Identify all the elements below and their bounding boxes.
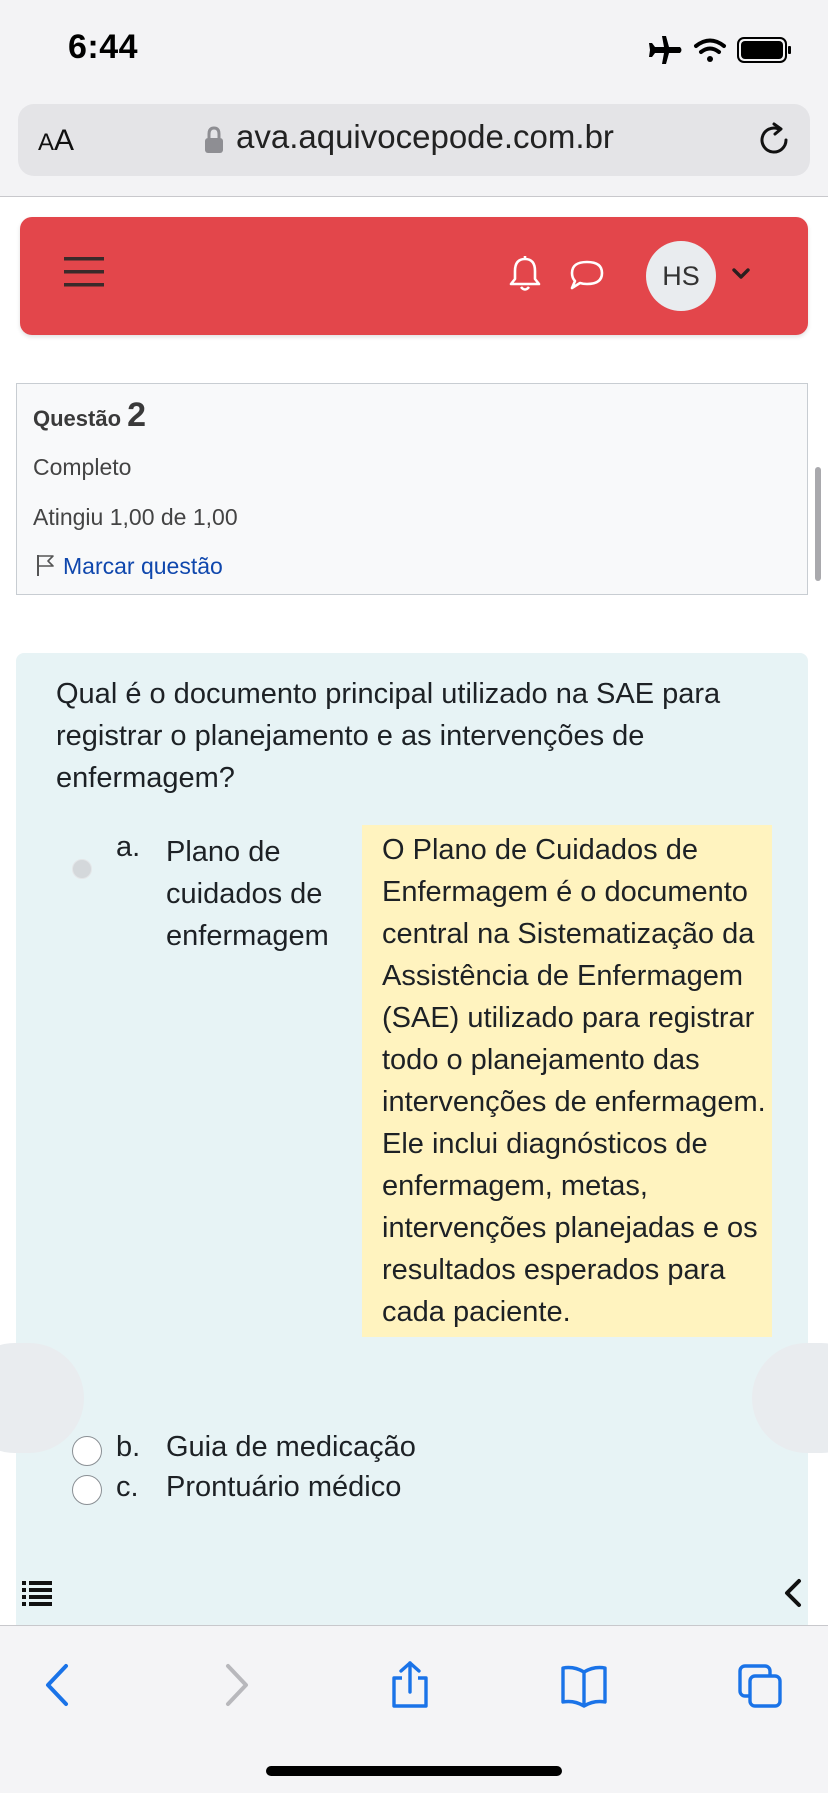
lock-icon [204,126,224,154]
user-avatar[interactable]: HS [646,241,716,311]
list-icon[interactable] [22,1580,52,1606]
url-text[interactable]: ava.aquivocepode.com.br [236,118,614,155]
top-navbar [20,217,808,335]
chevron-down-icon[interactable] [732,267,750,281]
browser-toolbar [0,1625,828,1793]
option-b-label[interactable]: Guia de medicação [166,1431,416,1463]
option-c-label[interactable]: Prontuário médico [166,1471,402,1503]
question-text: Qual é o documento principal utilizado na SAE para registrar o planejamento e as intervenções de enfermagem? [56,678,721,794]
status-icons [644,32,794,68]
share-icon[interactable] [386,1660,434,1710]
status-time: 6:44 [68,28,139,66]
reader-text-size-button[interactable]: AA [38,124,75,157]
tabs-icon[interactable] [736,1660,784,1710]
bell-icon[interactable] [508,255,542,293]
option-c-radio[interactable] [72,1475,102,1505]
home-indicator [266,1766,562,1776]
status-bar [0,0,828,100]
chat-icon[interactable] [569,259,605,291]
option-a-letter: a. [116,831,141,863]
question-info-box [16,383,808,595]
wifi-icon [696,41,724,63]
option-b-radio[interactable] [72,1436,102,1466]
question-content [16,653,808,1625]
flag-icon[interactable] [35,553,55,577]
scrollbar[interactable] [815,467,821,581]
hamburger-menu-icon[interactable] [64,255,104,289]
page-content [0,197,828,1625]
flag-question-link[interactable]: Marcar questão [63,553,223,579]
bookmarks-icon[interactable] [560,1660,608,1710]
forward-arrow-icon [212,1660,260,1710]
battery-icon [738,38,791,62]
reload-icon[interactable] [756,122,792,158]
chevron-left-icon[interactable] [782,1578,804,1608]
option-c-letter: c. [116,1471,139,1503]
airplane-icon [649,36,682,64]
question-state: Completo [33,454,132,480]
back-arrow-icon[interactable] [34,1660,82,1710]
option-a-radio[interactable] [72,859,92,879]
option-a-label[interactable]: Plano de cuidados de enfermagem [166,836,329,952]
question-number: Questão 2 [33,396,147,434]
option-a-feedback: O Plano de Cuidados de Enfermagem é o documento central na Sistematização da Assistência de Enfermagem (SAE) utilizado para registrar todo o planejamento das intervenções de enfermagem. Ele inclui diagnósticos de enfermagem, metas, intervenções planejadas e os resultados esperados para cada paciente. [362,825,772,1337]
option-b-letter: b. [116,1431,141,1463]
question-grade: Atingiu 1,00 de 1,00 [33,504,238,530]
